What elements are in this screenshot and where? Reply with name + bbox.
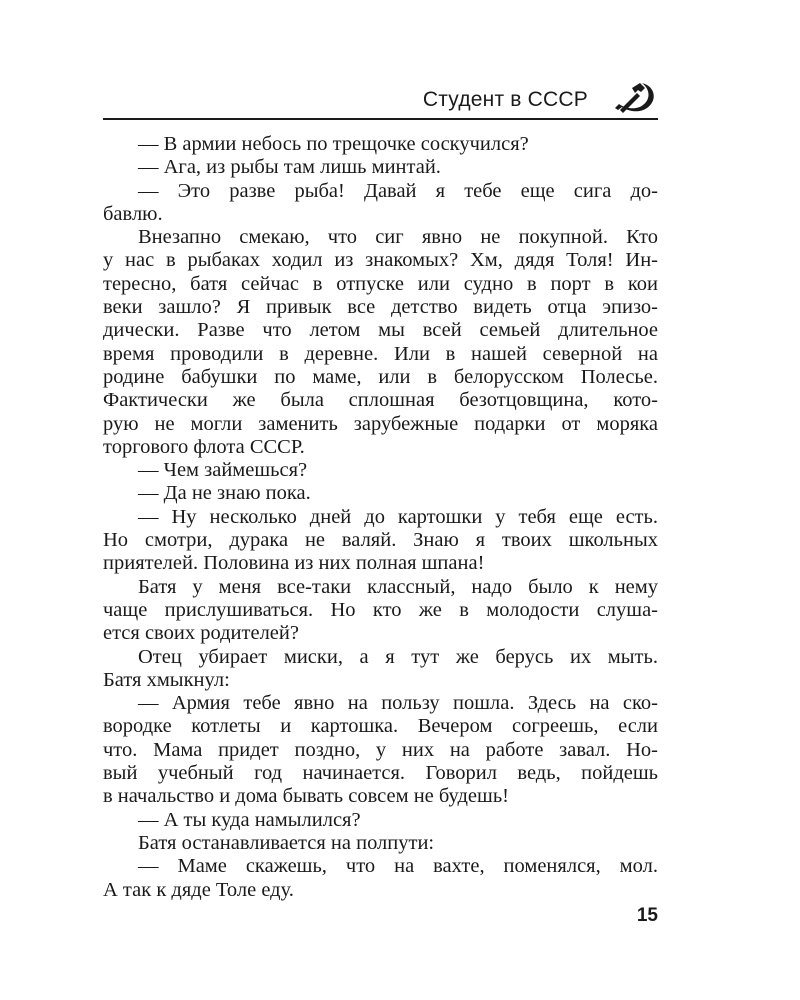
text-line: Батя останавливается на полпути: xyxy=(138,831,435,854)
hammer-sickle-icon xyxy=(612,80,658,114)
text-line: Батя у меня все-таки классный, надо было к нему xyxy=(138,575,658,598)
text-line: — Армия тебе явно на пользу пошла. Здесь на ско- xyxy=(138,692,658,715)
running-header-title: Студент в СССР xyxy=(422,88,588,111)
text-line: время проводили в деревне. Или в нашей северной на xyxy=(103,342,658,365)
text-line: в начальство и дома бывать совсем не будешь! xyxy=(103,785,509,808)
text-line: — В армии небось по трещочке соскучился? xyxy=(138,133,529,155)
text-line: А так к дяде Толе еду. xyxy=(103,878,294,901)
text-line: дически. Разве что летом мы всей семьей длительное xyxy=(103,319,658,342)
text-line: веки зашло? Я привык все детство видеть отца эпизо- xyxy=(103,296,658,319)
text-line: Но смотри, дурака не валяй. Знаю я твоих школьных xyxy=(103,529,658,552)
text-line: чаще прислушиваться. Но кто же в молодости слуша- xyxy=(103,598,658,621)
text-line: у нас в рыбаках ходил из знакомых? Хм, дядя Толя! Ин- xyxy=(103,249,658,272)
running-header xyxy=(103,74,658,120)
text-line: — Ну несколько дней до картошки у тебя еще есть. xyxy=(138,505,658,528)
text-line: — Это разве рыба! Давай я тебе еще сига до- xyxy=(138,179,658,202)
text-line: бавлю. xyxy=(103,202,163,225)
text-line: что. Мама придет поздно, у них на работе завал. Но- xyxy=(103,738,658,761)
text-line: — Да не знаю пока. xyxy=(138,482,311,505)
text-line: — Чем займешься? xyxy=(138,459,308,482)
text-line: Батя хмыкнул: xyxy=(103,668,230,691)
text-line: вородке котлеты и картошка. Вечером согреешь, если xyxy=(103,715,658,738)
text-line: вый учебный год начинается. Говорил ведь, пойдешь xyxy=(103,762,658,785)
text-line: Отец убирает миски, а я тут же берусь их мыть. xyxy=(138,645,658,668)
text-line: Внезапно смекаю, что сиг явно не покупной. Кто xyxy=(138,226,658,249)
text-line: Фактически же была сплошная безотцовщина, кото- xyxy=(103,389,658,412)
text-line: родине бабушки по маме, или в белорусском Полесье. xyxy=(103,365,658,388)
text-line: — Ага, из рыбы там лишь минтай. xyxy=(138,156,441,179)
text-line: ется своих родителей? xyxy=(103,622,299,645)
body-text xyxy=(103,133,658,902)
text-line: — Маме скажешь, что на вахте, поменялся, мол. xyxy=(138,855,658,878)
text-line: торгового флота СССР. xyxy=(103,435,305,458)
text-line: тересно, батя сейчас в отпуске или судно в порт в кои xyxy=(103,272,658,295)
text-line: — А ты куда намылился? xyxy=(138,808,361,831)
text-line: приятелей. Половина из них полная шпана! xyxy=(103,552,485,575)
text-line: рую не могли заменить зарубежные подарки от моряка xyxy=(103,412,658,435)
page-number: 15 xyxy=(636,905,658,926)
